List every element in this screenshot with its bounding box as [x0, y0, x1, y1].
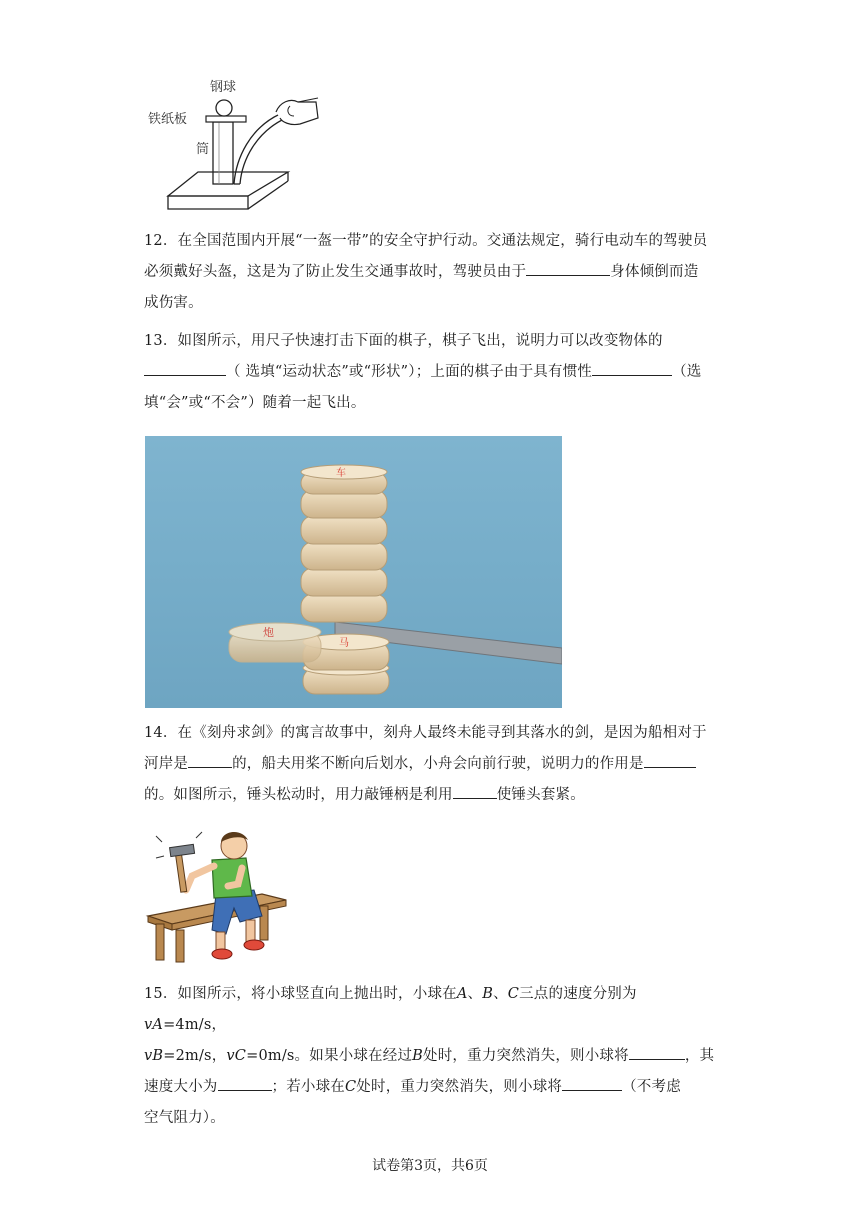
q14-blank-3[interactable]: [453, 784, 497, 799]
q12-line1: 12．在全国范围内开展“一盔一带”的安全守护行动。交通法规定，骑行电动车的驾驶员: [144, 233, 708, 249]
q14-line2: 河岸是 的，船夫用桨不断向后划水，小舟会向前行驶，说明力的作用是: [144, 749, 716, 780]
q15-line3: 速度大小为 ；若小球在C处时，重力突然消失，则小球将 （不考虑: [144, 1072, 716, 1103]
q12-blank[interactable]: [526, 261, 610, 276]
question-15: [144, 979, 716, 1134]
svg-text:车: 车: [336, 468, 346, 479]
page-footer: 试卷第3页，共6页: [372, 1158, 488, 1174]
chess-pieces-drawing: [145, 436, 562, 708]
apparatus-drawing: [140, 68, 340, 218]
question-12: [144, 226, 716, 319]
hammer-man-drawing: [142, 824, 290, 964]
svg-text:炮: 炮: [263, 626, 274, 639]
q15-line1: 15．如图所示，将小球竖直向上抛出时，小球在A、B、C三点的速度分别为vA=4m/s，: [144, 986, 637, 1033]
svg-text:马: 马: [339, 638, 349, 649]
stacked-pieces: [301, 465, 387, 622]
chess-pieces-photo: [145, 436, 562, 708]
q12-line2: 必须戴好头盔，这是为了防止发生交通事故时，驾驶员由于 身体倾倒而造: [144, 257, 716, 288]
q15-blank-2[interactable]: [218, 1076, 272, 1091]
q13-line2: （ 选填“运动状态”或“形状”）；上面的棋子由于具有惯性 （选: [144, 357, 716, 388]
inertia-apparatus-figure: [140, 68, 340, 218]
q15-blank-1[interactable]: [629, 1045, 685, 1060]
q15-line2: vB=2m/s，vC=0m/s。如果小球在经过B处时，重力突然消失，则小球将 ，其: [144, 1041, 716, 1072]
q13-blank-1[interactable]: [144, 361, 226, 376]
hammer-man-figure: [142, 824, 290, 964]
q14-line1: 14．在《刻舟求剑》的寓言故事中，刻舟人最终未能寻到其落水的剑，是因为船相对于: [144, 725, 707, 741]
q12-line3: 成伤害。: [144, 295, 203, 311]
q14-blank-1[interactable]: [188, 753, 232, 768]
flying-piece: [229, 623, 321, 662]
q15-line4: 空气阻力）。: [144, 1110, 225, 1126]
q13-line3: 填“会”或“不会”）随着一起飞出。: [144, 395, 366, 411]
question-14: [144, 718, 716, 811]
q13-blank-2[interactable]: [592, 361, 672, 376]
q14-blank-2[interactable]: [644, 753, 696, 768]
question-13: [144, 326, 716, 419]
ball-label: 钢球: [210, 80, 237, 95]
q15-blank-3[interactable]: [562, 1076, 622, 1091]
tube-label: 筒: [196, 142, 210, 157]
card-label: 铁纸板: [148, 112, 188, 127]
q14-line3: 的。如图所示，锤头松动时，用力敲锤柄是利用 使锤头套紧。: [144, 780, 716, 811]
q13-line1: 13．如图所示，用尺子快速打击下面的棋子，棋子飞出，说明力可以改变物体的: [144, 333, 663, 349]
